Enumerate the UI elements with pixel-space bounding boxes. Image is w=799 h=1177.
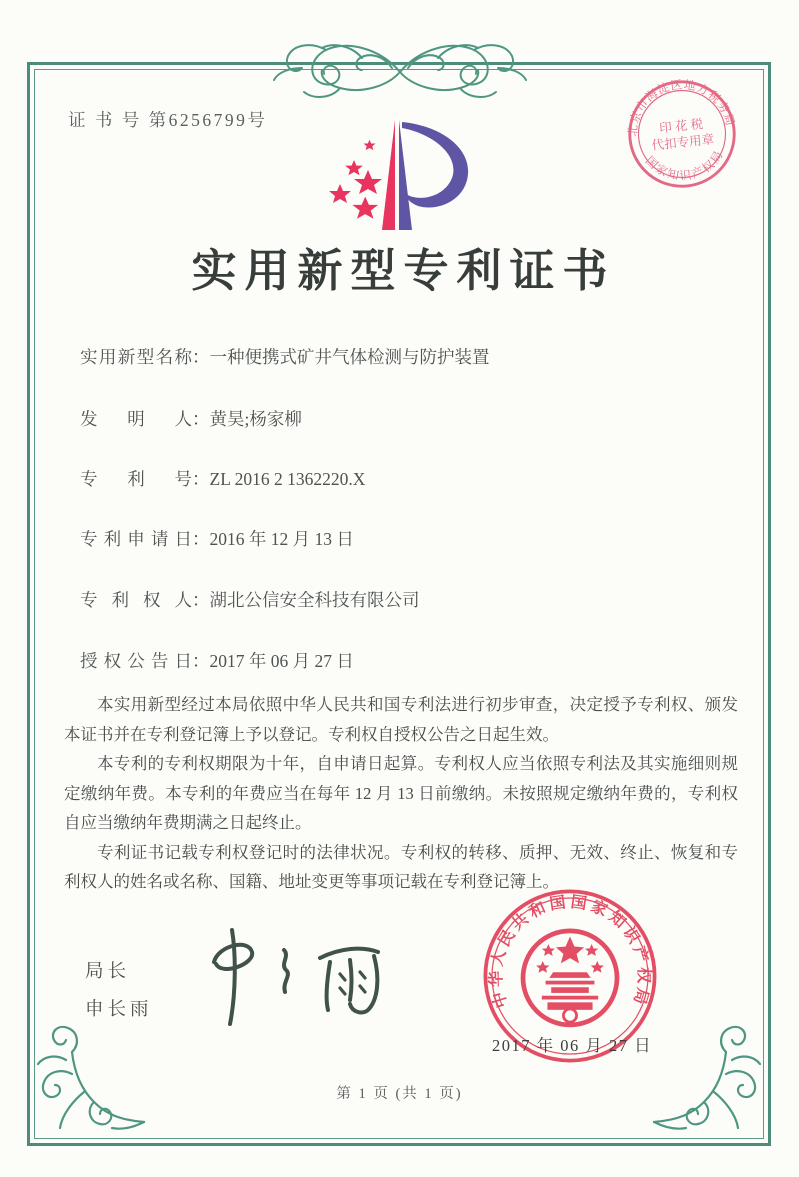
field-colon: ： bbox=[192, 469, 210, 489]
field-colon: ： bbox=[192, 651, 210, 671]
field-label: 授权公告日 bbox=[80, 651, 192, 671]
field-value: 一种便携式矿井气体检测与防护装置 bbox=[209, 347, 490, 367]
field-colon: ： bbox=[192, 529, 210, 549]
stamp-center-line1: 印 花 税 bbox=[658, 116, 704, 136]
field-patentee bbox=[80, 587, 420, 612]
certificate-number: 证 书 号 第6256799号 bbox=[68, 110, 268, 130]
field-inventor bbox=[80, 406, 302, 431]
stamp-arc-top-text: 北京市海淀区地方税务局 bbox=[626, 78, 737, 137]
field-value: ZL 2016 2 1362220.X bbox=[209, 469, 366, 489]
field-value: 2016 年 12 月 13 日 bbox=[209, 529, 354, 549]
bottom-left-corner-ornament-icon bbox=[24, 1018, 150, 1144]
signer-title: 局长 bbox=[85, 962, 131, 982]
field-filing-date bbox=[80, 526, 354, 551]
national-emblem-icon bbox=[523, 931, 617, 1025]
field-grant-date bbox=[80, 648, 354, 673]
stamp-center-line2: 代扣专用章 bbox=[650, 132, 715, 153]
cnipa-logo-icon bbox=[322, 112, 477, 237]
field-patent-number bbox=[80, 466, 365, 491]
seal-arc-text: 中华人民共和国国家知识产权局 bbox=[488, 893, 652, 1010]
field-colon: ： bbox=[192, 409, 210, 429]
field-value: 湖北公信安全科技有限公司 bbox=[209, 590, 420, 610]
field-colon: ： bbox=[192, 347, 210, 367]
signer-name: 申长雨 bbox=[85, 1000, 153, 1020]
bottom-right-corner-ornament-icon bbox=[648, 1018, 774, 1144]
field-value: 2017 年 06 月 27 日 bbox=[209, 651, 354, 671]
field-colon: ： bbox=[192, 590, 210, 610]
certificate-title: 实用新型专利证书 bbox=[191, 246, 616, 296]
field-utility-model-name bbox=[80, 344, 490, 369]
commissioner-signature-icon bbox=[192, 920, 402, 1035]
field-value: 黄昊;杨家柳 bbox=[209, 409, 302, 429]
legal-paragraph-3: 专利证书记载专利权登记时的法律状况。专利权的转移、质押、无效、终止、恢复和专利权人的姓名或名称、国籍、地址变更等事项记载在专利登记簿上。 bbox=[64, 842, 738, 891]
stamp-arc-bottom-text: 国家知识产权局 bbox=[642, 147, 727, 183]
field-label: 发明人 bbox=[80, 409, 192, 429]
signer-block bbox=[85, 953, 153, 1029]
tax-stamp-seal bbox=[618, 70, 745, 197]
legal-paragraph-1: 本实用新型经过本局依照中华人民共和国专利法进行初步审查，决定授予专利权、颁发本证书并在专利登记簿上予以登记。专利权自授权公告之日起生效。 bbox=[64, 695, 738, 744]
field-label: 专利权人 bbox=[80, 590, 192, 610]
field-label: 专利号 bbox=[80, 469, 192, 489]
field-label: 专利申请日 bbox=[80, 529, 192, 549]
legal-text bbox=[64, 690, 738, 897]
seal-date: 2017 年 06 月 27 日 bbox=[492, 1036, 653, 1055]
top-border-ornament-icon bbox=[242, 28, 558, 110]
legal-paragraph-2: 本专利的专利权期限为十年，自申请日起算。专利权人应当依照专利法及其实施细则规定缴纳年费。本专利的年费应当在每年 12 月 13 日前缴纳。未按照规定缴纳年费的，专利权自应当缴纳年费期满之日起终止。 bbox=[64, 754, 738, 832]
field-label: 实用新型名称 bbox=[80, 347, 192, 367]
page-number: 第 1 页 (共 1 页) bbox=[336, 1086, 463, 1102]
